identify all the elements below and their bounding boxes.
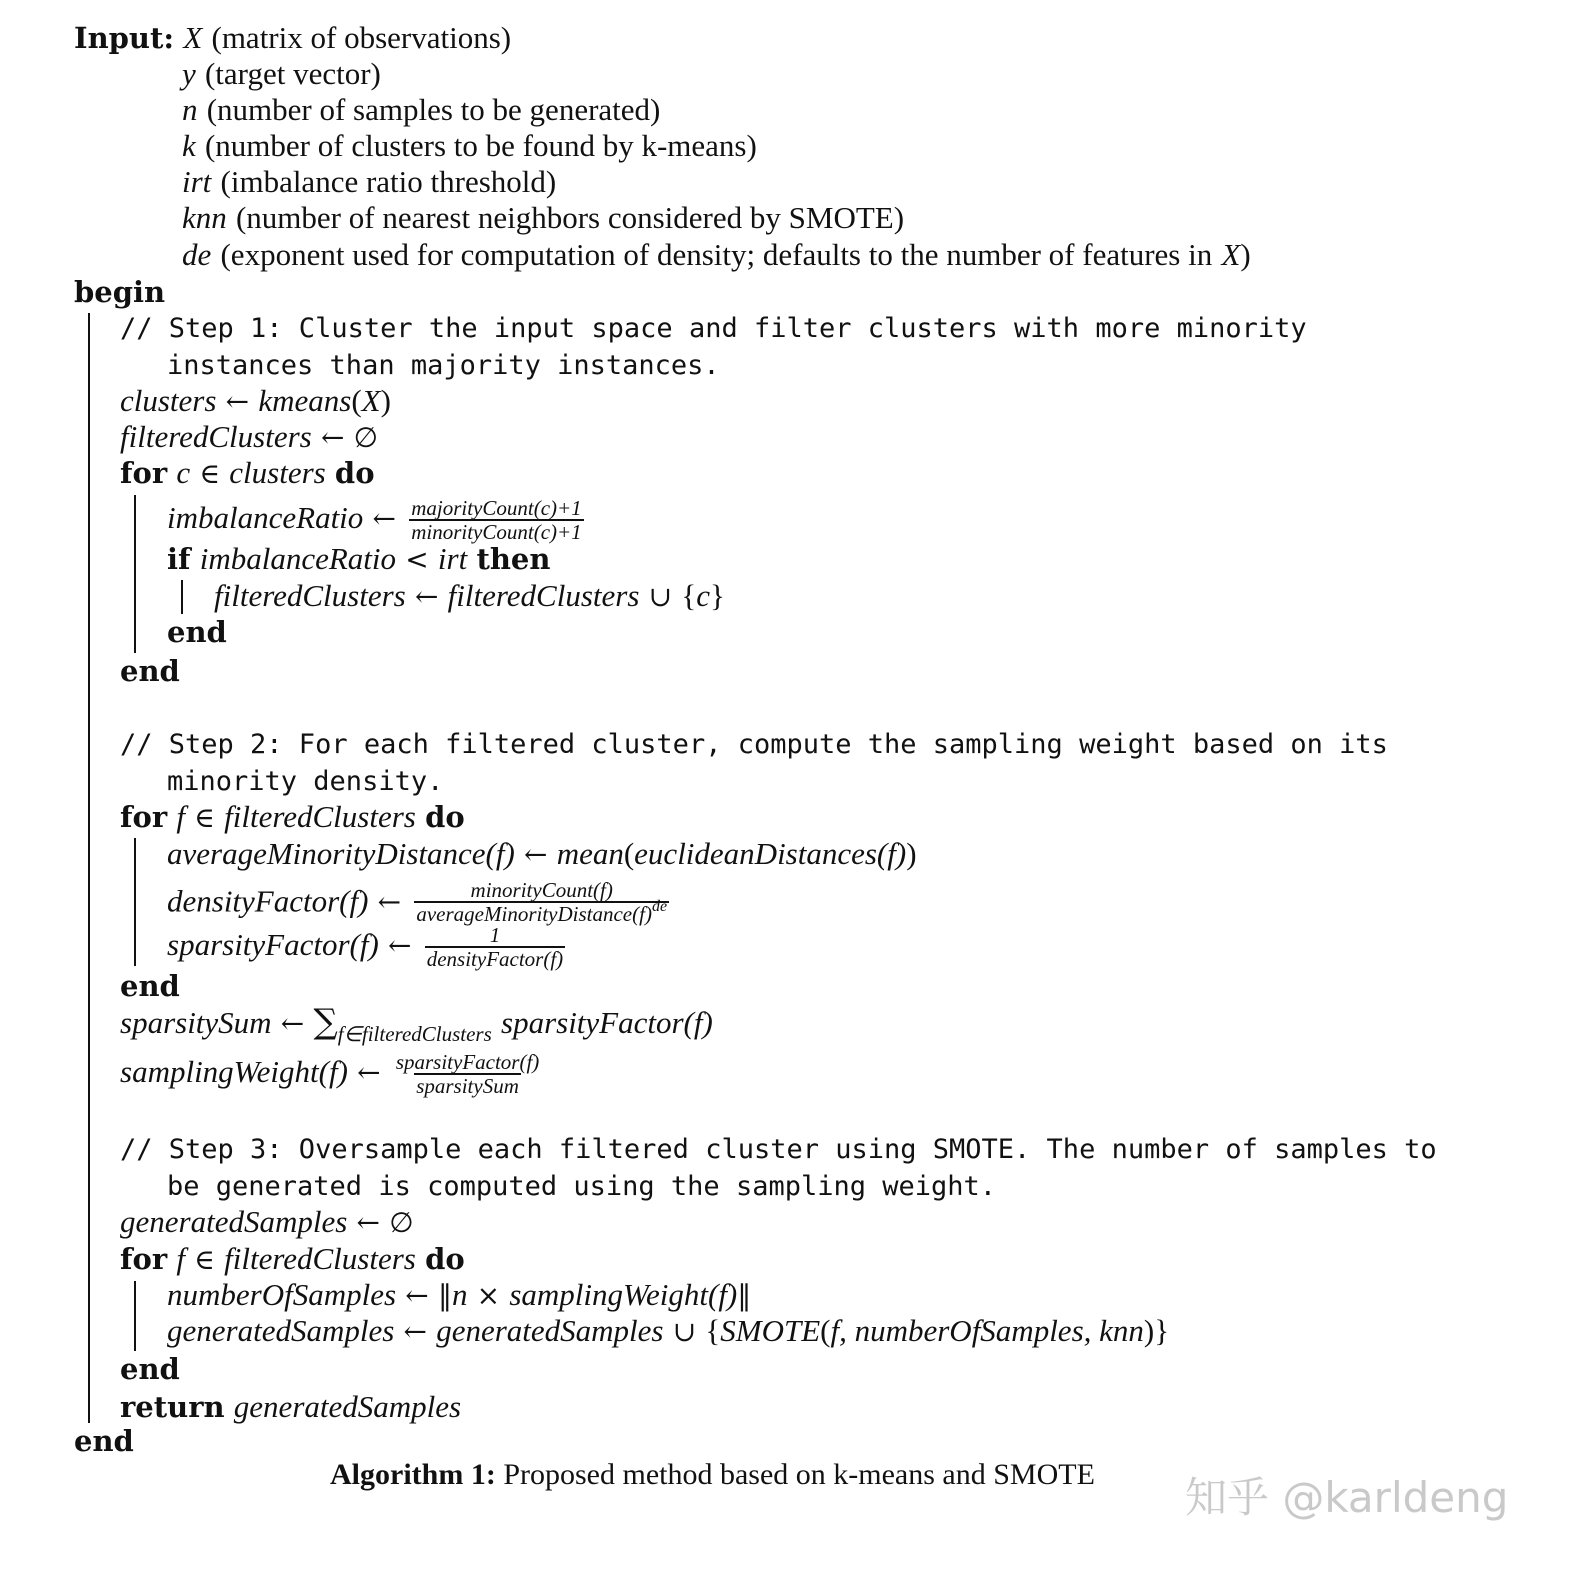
arrow-op: ← — [524, 838, 548, 871]
line-clusters — [120, 383, 391, 420]
begin-block-bar — [88, 313, 90, 1423]
line-sparsity-sum — [120, 1004, 713, 1044]
input-line-5 — [182, 164, 556, 200]
empty-set: ∅ — [353, 421, 379, 454]
times-op: × — [476, 1279, 501, 1312]
arrow-op: ← — [377, 885, 402, 919]
var: c — [176, 455, 191, 490]
loop-block-bar — [134, 1281, 136, 1351]
union-op: ∪ — [648, 580, 673, 613]
brace: } — [1154, 1313, 1170, 1348]
sum-subscript: f∈filteredClusters — [337, 1022, 492, 1046]
var: generatedSamples — [233, 1389, 462, 1424]
var: clusters — [120, 383, 217, 418]
line-number-of-samples — [167, 1277, 751, 1314]
var: filteredClusters — [214, 578, 406, 613]
paren: ) — [1143, 1313, 1155, 1348]
var: filteredClusters — [120, 419, 312, 454]
line-for-clusters — [120, 455, 375, 492]
func: kmeans — [258, 383, 352, 418]
in-op: ∈ — [199, 457, 221, 490]
var: sparsityFactor(f) — [167, 927, 379, 962]
input-line-1 — [74, 20, 511, 56]
loop-block-bar — [134, 838, 136, 966]
end-for-keyword: end — [120, 654, 180, 688]
line-for-filtered — [120, 799, 465, 836]
var: X — [361, 383, 381, 418]
input-line-7 — [182, 237, 1251, 273]
step2-comment-cont: minority density. — [167, 766, 444, 797]
input-symbol: k — [182, 128, 196, 163]
var: clusters — [229, 455, 326, 490]
var: numberOfSamples — [167, 1277, 397, 1312]
empty-set: ∅ — [389, 1206, 414, 1239]
input-symbol: irt — [182, 164, 212, 199]
var: imbalanceRatio — [199, 541, 397, 576]
fraction — [414, 879, 669, 928]
sum-op: ∑ — [313, 1002, 338, 1042]
return-keyword: return — [120, 1390, 225, 1424]
caption-label: Algorithm 1: — [330, 1458, 496, 1491]
denominator: densityFactor(f) — [426, 947, 564, 971]
input-line-4 — [182, 128, 757, 164]
var: samplingWeight(f) — [120, 1054, 348, 1089]
func: mean — [556, 836, 624, 871]
line-sparsity — [167, 924, 569, 970]
var: generatedSamples — [167, 1313, 395, 1348]
paren: ( — [623, 836, 635, 871]
input-label: Input: — [74, 21, 175, 55]
do-keyword: do — [425, 800, 465, 834]
brace: { — [681, 578, 697, 613]
input-symbol: X — [183, 20, 203, 55]
var: samplingWeight(f) — [509, 1277, 738, 1312]
arrow-op: ← — [225, 385, 250, 418]
step2-comment: // Step 2: For each filtered cluster, compute the sampling weight based on its — [120, 729, 1388, 760]
close-paren: ) — [1240, 237, 1251, 272]
for-keyword: for — [120, 456, 168, 490]
arrow-op: ← — [403, 1315, 427, 1348]
line-union — [214, 578, 725, 615]
fraction — [394, 1051, 541, 1097]
step1-comment-cont: instances than majority instances. — [167, 350, 720, 381]
var: generatedSamples — [120, 1204, 348, 1239]
begin-keyword: begin — [74, 275, 166, 309]
input-description: (number of nearest neighbors considered by SMOTE) — [235, 200, 905, 235]
input-description: (number of samples to be generated) — [206, 92, 661, 127]
arrow-op: ← — [320, 421, 345, 454]
paren: ( — [820, 1313, 831, 1348]
var: generatedSamples — [436, 1313, 664, 1348]
var: sparsitySum — [120, 1005, 272, 1040]
input-symbol: y — [182, 56, 196, 91]
arrow-op: ← — [356, 1206, 380, 1239]
arrow-op: ← — [280, 1007, 305, 1040]
input-description: (exponent used for computation of density; defaults to the number of features in — [220, 237, 1213, 272]
brace: } — [709, 578, 725, 613]
var: filteredClusters — [224, 1241, 416, 1276]
var: densityFactor(f) — [167, 883, 369, 919]
input-line-3 — [182, 92, 660, 128]
args: f, numberOfSamples, knn — [830, 1313, 1144, 1348]
numerator: majorityCount(c)+1 — [411, 496, 582, 520]
numerator: sparsityFactor(f) — [395, 1050, 540, 1074]
line-filtered-init — [120, 419, 378, 456]
input-description: (target vector) — [204, 56, 381, 91]
denominator-base: averageMinorityDistance(f) — [416, 902, 652, 926]
arrow-op: ← — [357, 1056, 381, 1089]
if-block-bar — [181, 580, 183, 614]
input-symbol: X — [1221, 237, 1241, 272]
input-symbol: n — [182, 92, 198, 127]
lt-op: < — [405, 543, 429, 576]
if-keyword: if — [167, 542, 191, 576]
var: filteredClusters — [224, 799, 416, 834]
union-op: ∪ — [672, 1315, 697, 1348]
input-description: (matrix of observations) — [211, 20, 512, 55]
line-for-filtered-2 — [120, 1241, 465, 1278]
arrow-op: ← — [405, 1279, 429, 1312]
step3-comment-cont: be generated is computed using the sampling weight. — [167, 1171, 997, 1202]
in-op: ∈ — [194, 1243, 215, 1276]
numerator: 1 — [489, 923, 501, 947]
input-line-6 — [182, 200, 904, 236]
line-generated-union — [167, 1313, 1169, 1350]
line-return — [120, 1389, 461, 1425]
var: euclideanDistances(f) — [634, 836, 907, 871]
loop-block-bar — [134, 495, 136, 653]
paren: ) — [380, 383, 391, 418]
exponent: de — [651, 898, 668, 915]
arrow-op: ← — [372, 502, 396, 535]
var: irt — [437, 541, 468, 576]
line-sampling-weight — [120, 1051, 545, 1097]
input-description: (number of clusters to be found by k-means) — [204, 128, 757, 163]
arrow-op: ← — [414, 580, 439, 613]
for-keyword: for — [120, 1242, 168, 1276]
input-symbol: de — [182, 237, 212, 272]
fraction — [409, 497, 583, 543]
var: c — [696, 578, 710, 613]
for-keyword: for — [120, 800, 168, 834]
var: filteredClusters — [447, 578, 640, 613]
input-symbol: knn — [182, 200, 227, 235]
line-avg-distance — [167, 836, 917, 873]
func: SMOTE — [720, 1313, 821, 1348]
end-for-keyword: end — [120, 1352, 180, 1386]
arrow-op: ← — [388, 929, 412, 962]
end-begin-keyword: end — [74, 1424, 134, 1458]
fraction — [425, 924, 565, 970]
var: averageMinorityDistance(f) — [167, 836, 515, 871]
paren: ( — [351, 383, 362, 418]
denominator: sparsitySum — [416, 1074, 519, 1098]
step3-comment: // Step 3: Oversample each filtered cluster using SMOTE. The number of samples to — [120, 1134, 1437, 1165]
denominator: minorityCount(c)+1 — [411, 520, 582, 544]
var: sparsityFactor(f) — [501, 1005, 713, 1040]
end-if-keyword: end — [167, 615, 227, 649]
do-keyword: do — [425, 1242, 465, 1276]
end-for-keyword: end — [120, 969, 180, 1003]
input-line-2 — [182, 56, 381, 92]
numerator: minorityCount(f) — [470, 878, 613, 902]
do-keyword: do — [334, 456, 375, 490]
var: imbalanceRatio — [167, 500, 364, 535]
line-if — [167, 541, 550, 578]
in-op: ∈ — [194, 801, 215, 834]
line-density — [167, 879, 673, 928]
var: f — [176, 799, 185, 834]
brace: { — [705, 1313, 721, 1348]
norm-open: ‖ — [437, 1279, 452, 1312]
norm-close: ‖ — [737, 1279, 752, 1312]
line-generated-init — [120, 1204, 414, 1241]
var: f — [176, 1241, 185, 1276]
watermark: 知乎 @karldeng — [1185, 1473, 1509, 1522]
then-keyword: then — [476, 542, 551, 576]
step1-comment: // Step 1: Cluster the input space and filter clusters with more minority — [120, 313, 1307, 344]
var: n — [451, 1277, 468, 1312]
algorithm-caption — [330, 1458, 1095, 1492]
paren: ) — [906, 836, 917, 871]
caption-text: Proposed method based on k-means and SMOTE — [503, 1458, 1095, 1491]
input-description: (imbalance ratio threshold) — [220, 164, 557, 199]
line-imbalance — [167, 497, 588, 543]
